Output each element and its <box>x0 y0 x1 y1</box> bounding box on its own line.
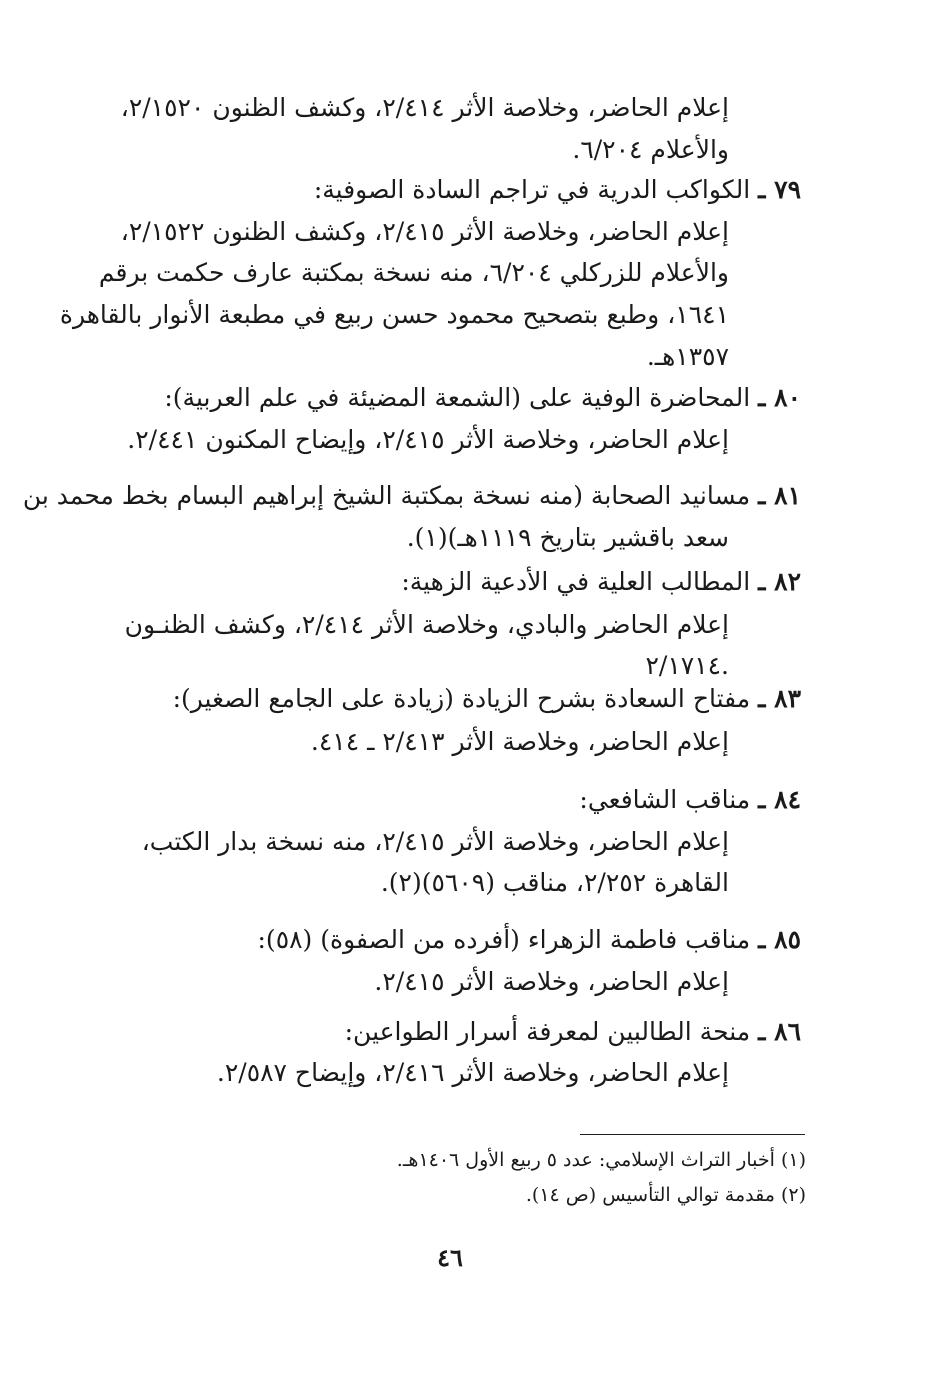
page-number: ٤٦ <box>437 1243 463 1272</box>
text-line: ١٣٥٧هـ. <box>646 342 729 371</box>
entry-title: منحة الطالبين لمعرفة أسرار الطواعين: <box>344 1017 751 1046</box>
text-line: إعلام الحاضر، وخلاصة الأثر ٢/٤١٥، وإيضاح المكنون ٢/٤٤١. <box>127 425 729 454</box>
entry-title: الكواكب الدرية في تراجم السادة الصوفية: <box>313 175 751 204</box>
text-line: سعد باقشير بتاريخ ١١١٩هـ)(١). <box>406 523 729 552</box>
text-line: ١٦٤١، وطبع بتصحيح محمود حسن ربيع في مطبعة الأنوار بالقاهرة <box>59 300 729 329</box>
text-line: إعلام الحاضر، وخلاصة الأثر ٢/٤١٥، وكشف الظنون ٢/١٥٢٢، <box>120 217 729 246</box>
text-line: إعلام الحاضر، وخلاصة الأثر ٢/٤١٥. <box>374 967 729 996</box>
entry-title-84 <box>579 780 801 820</box>
entry-title-80 <box>164 378 801 418</box>
entry-number: ٧٩ ـ <box>758 175 801 204</box>
footnote-1: (١) أخبار التراث الإسلامي: عدد ٥ ربيع الأول ١٤٠٦هـ. <box>396 1149 806 1171</box>
text-line: ٢/١٧١٤. <box>645 651 729 680</box>
text-line: والأعلام ٦/٢٠٤. <box>572 135 729 164</box>
text-line: إعلام الحاضر، وخلاصة الأثر ٢/٤١٣ ـ ٤١٤. <box>310 727 729 756</box>
text-line: والأعلام للزركلي ٦/٢٠٤، منه نسخة بمكتبة عارف حكمت برقم <box>98 258 729 287</box>
text-line: القاهرة ٢/٢٥٢، مناقب (٥٦٠٩)(٢). <box>380 868 729 897</box>
entry-number: ٨١ ـ <box>758 481 801 510</box>
text-line: إعلام الحاضر، وخلاصة الأثر ٢/٤١٦، وإيضاح ٢/٥٨٧. <box>216 1058 729 1087</box>
entry-number: ٨٤ ـ <box>758 785 801 814</box>
entry-title-82 <box>401 562 801 602</box>
entry-number: ٨٠ ـ <box>758 383 801 412</box>
entry-title-85 <box>258 920 802 960</box>
footnote-separator <box>580 1134 805 1135</box>
entry-title: مناقب الشافعي: <box>579 785 751 814</box>
entry-number: ٨٥ ـ <box>758 925 801 954</box>
text-line: إعلام الحاضر، وخلاصة الأثر ٢/٤١٥، منه نسخة بدار الكتب، <box>141 827 729 856</box>
entry-title-81 <box>22 476 801 516</box>
entry-title: مسانيد الصحابة (منه نسخة بمكتبة الشيخ إبراهيم البسام بخط محمد بن <box>22 481 751 510</box>
entry-title: مناقب فاطمة الزهراء (أفرده من الصفوة) (٥٨): <box>257 925 751 954</box>
text-line: إعلام الحاضر، وخلاصة الأثر ٢/٤١٤، وكشف الظنون ٢/١٥٢٠، <box>120 93 729 122</box>
entry-title-79 <box>314 170 801 210</box>
entry-number: ٨٢ ـ <box>758 567 801 596</box>
entry-title-83 <box>173 679 801 719</box>
footnote-2: (٢) مقدمة توالي التأسيس (ص ١٤). <box>525 1184 806 1206</box>
entry-title: المحاضرة الوفية على (الشمعة المضيئة في علم العربية): <box>164 383 751 412</box>
text-line: إعلام الحاضر والبادي، وخلاصة الأثر ٢/٤١٤، وكشف الظنـون <box>124 610 729 639</box>
entry-title: مفتاح السعادة بشرح الزيادة (زيادة على الجامع الصغير): <box>172 684 751 713</box>
entry-number: ٨٦ ـ <box>758 1017 801 1046</box>
entry-title-86 <box>345 1012 801 1052</box>
entry-number: ٨٣ ـ <box>758 684 801 713</box>
entry-title: المطالب العلية في الأدعية الزهية: <box>401 567 751 596</box>
